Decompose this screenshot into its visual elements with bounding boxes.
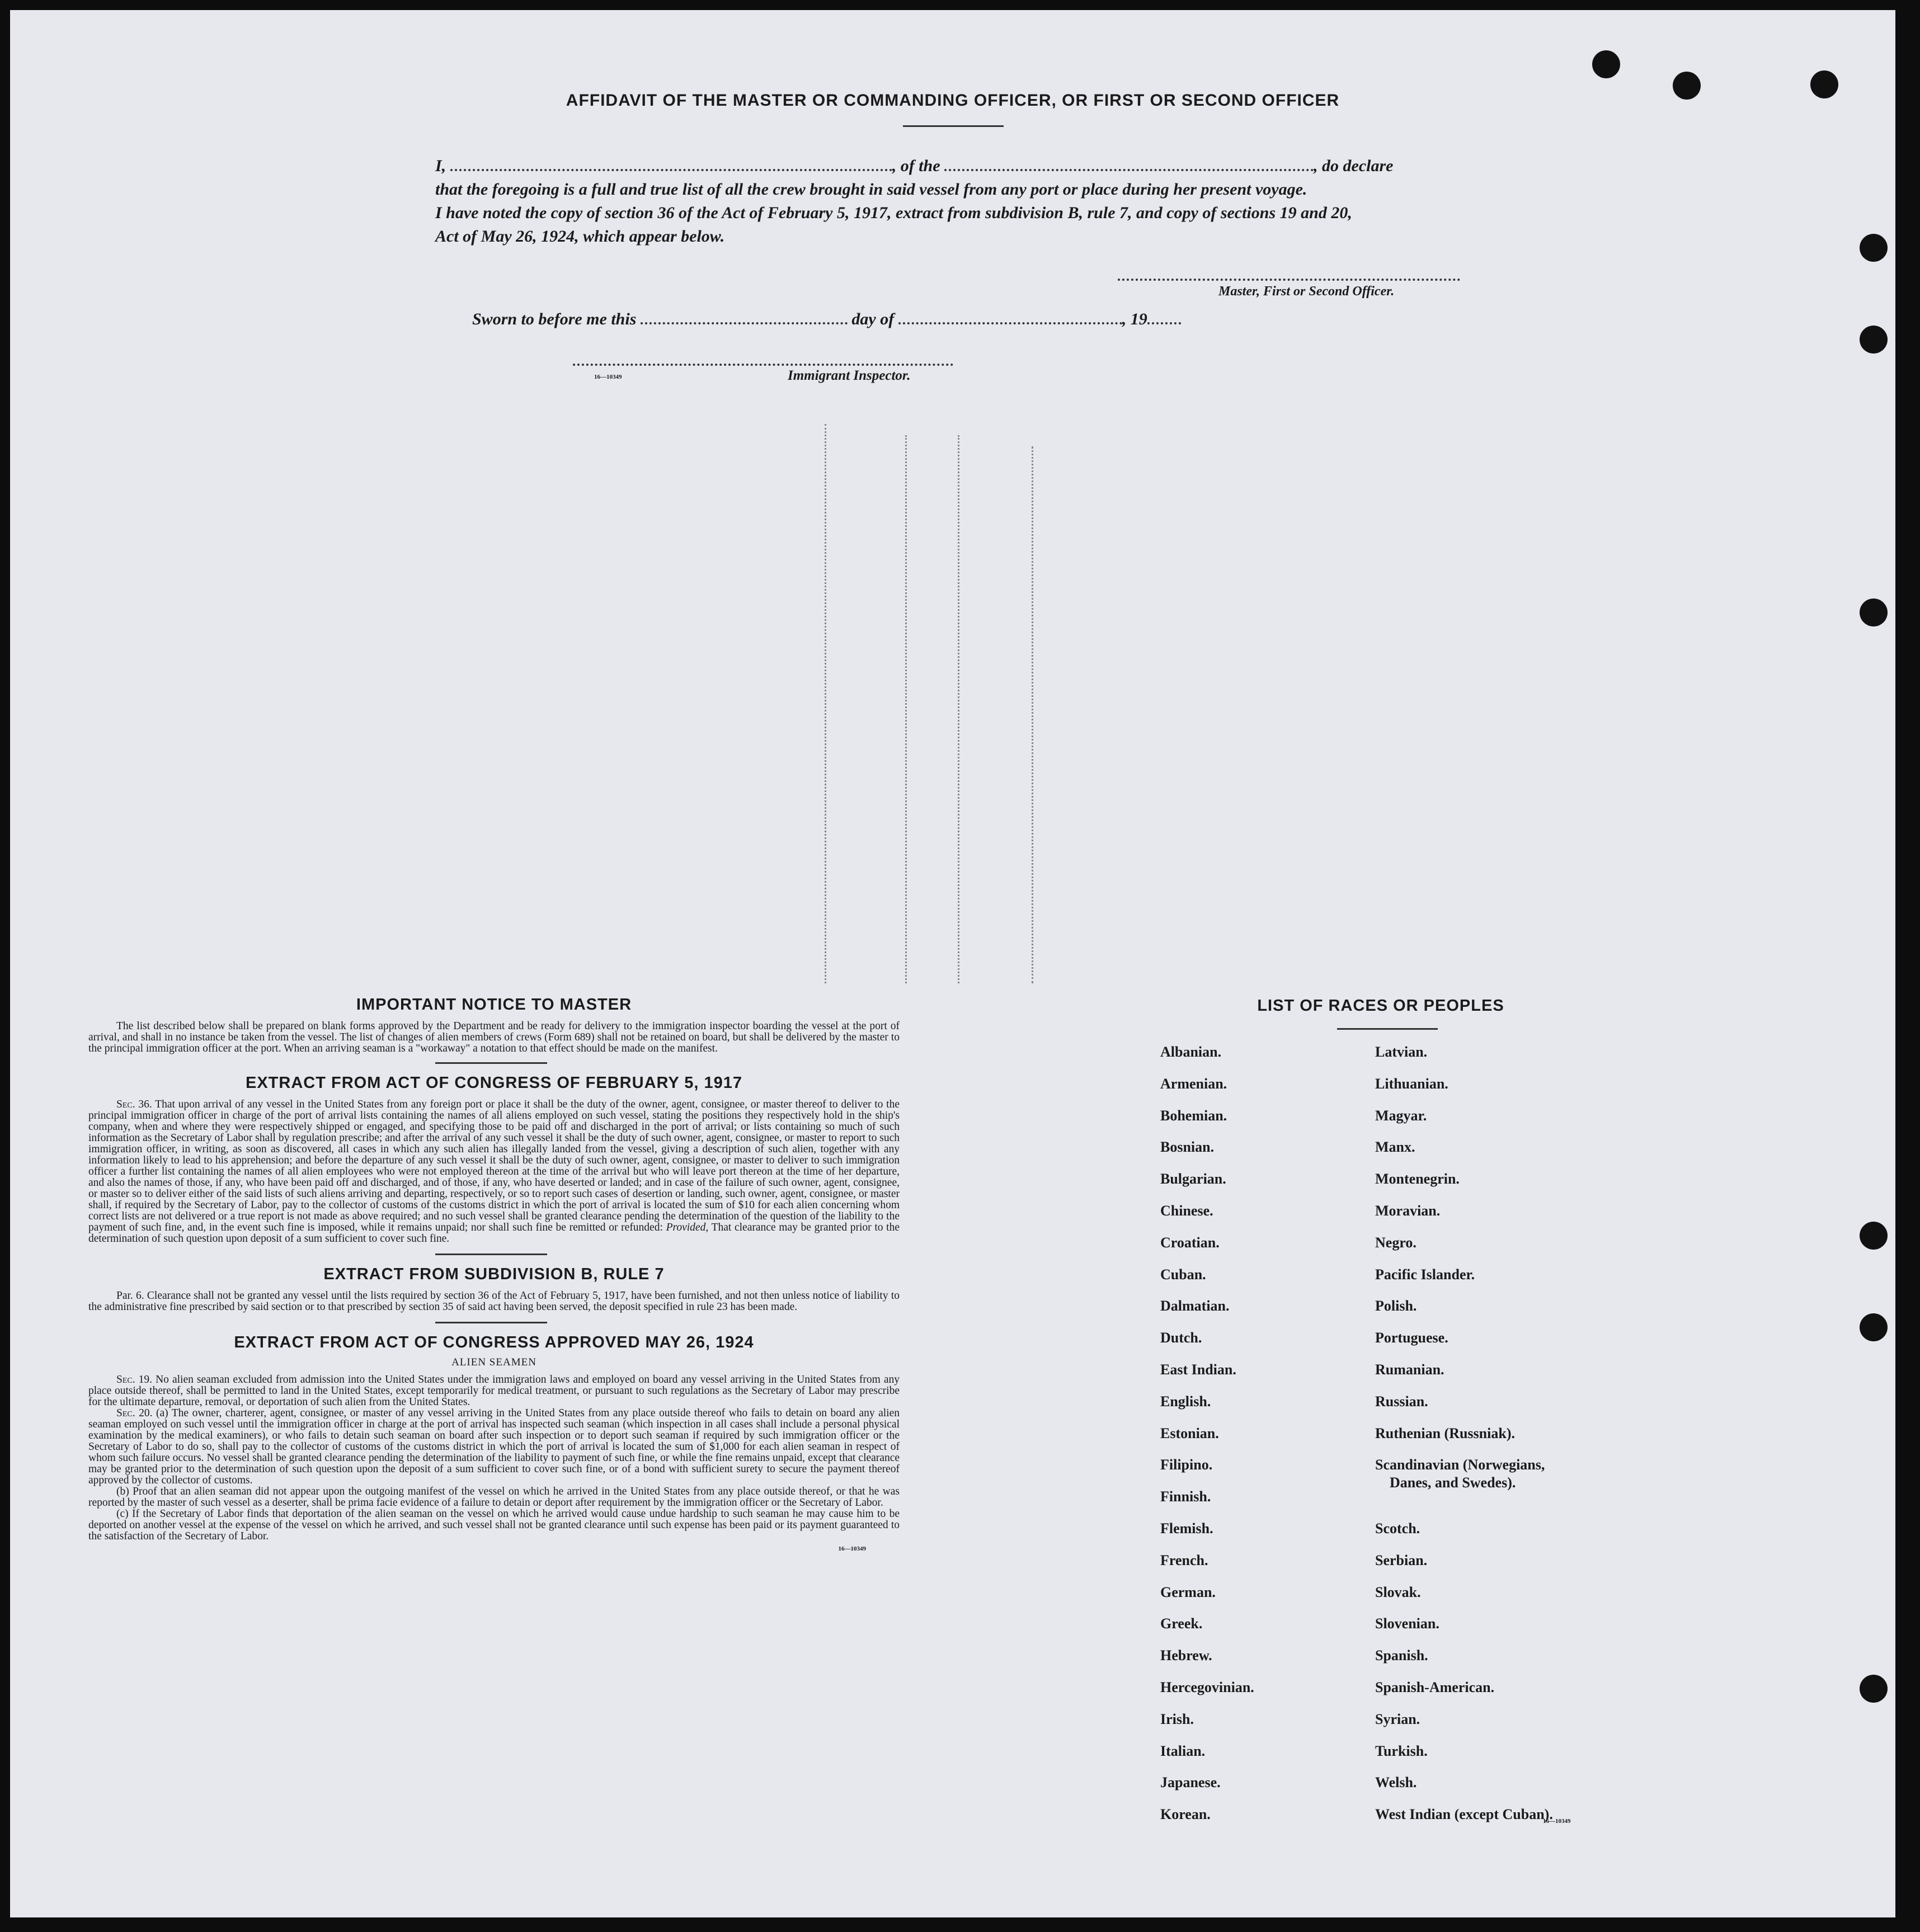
- race-item: English.: [1160, 1393, 1211, 1410]
- do-declare-label: , do declare: [1314, 157, 1394, 175]
- day-of-label: day of: [851, 310, 895, 328]
- affidavit-i-label: I,: [435, 157, 446, 175]
- races-form-code: 16—10349: [1543, 1818, 1571, 1825]
- race-item: Japanese.: [1160, 1774, 1221, 1791]
- punch-hole-mark: [1860, 1675, 1888, 1703]
- inspector-signature-line: [573, 364, 953, 366]
- race-item: Scotch.: [1375, 1520, 1420, 1537]
- extract-1924-title: EXTRACT FROM ACT OF CONGRESS APPROVED MAY 26, 1924: [234, 1333, 754, 1351]
- race-item: Irish.: [1160, 1710, 1194, 1727]
- race-item: Dutch.: [1160, 1330, 1202, 1346]
- year-label: , 19: [1122, 310, 1147, 328]
- race-item: Russian.: [1375, 1393, 1428, 1410]
- race-item: Pacific Islander.: [1375, 1266, 1475, 1283]
- race-item: Portuguese.: [1375, 1330, 1448, 1346]
- race-item: Flemish.: [1160, 1520, 1213, 1537]
- sworn-day-blank: [641, 322, 848, 324]
- race-item: Syrian.: [1375, 1710, 1420, 1727]
- affidavit-line-4: Act of May 26, 1924, which appear below.: [435, 227, 725, 246]
- race-item: Korean.: [1160, 1806, 1211, 1823]
- affidavit-line-1: [435, 157, 1393, 176]
- affidavit-title: AFFIDAVIT OF THE MASTER OR COMMANDING OFFICER, OR FIRST OR SECOND OFFICER: [566, 91, 1340, 110]
- race-item: Magyar.: [1375, 1107, 1427, 1124]
- race-item: Cuban.: [1160, 1266, 1206, 1283]
- race-item: Welsh.: [1375, 1774, 1417, 1791]
- race-item: Hebrew.: [1160, 1647, 1212, 1664]
- race-item: Hercegovinian.: [1160, 1679, 1254, 1695]
- race-item: Montenegrin.: [1375, 1171, 1460, 1188]
- inspector-signature-label: Immigrant Inspector.: [788, 368, 911, 383]
- vessel-blank: [944, 168, 1314, 171]
- form-code: 16—10349: [594, 374, 622, 380]
- race-item: Armenian.: [1160, 1075, 1227, 1092]
- race-item: Moravian.: [1375, 1203, 1441, 1219]
- document-page: [10, 10, 1895, 1917]
- race-item: Filipino.: [1160, 1457, 1213, 1473]
- year-blank: [1147, 322, 1181, 324]
- faint-column-rule: [905, 435, 907, 983]
- sworn-month-blank: [898, 322, 1122, 324]
- section-divider: [435, 1062, 547, 1064]
- races-title: LIST OF RACES OR PEOPLES: [1257, 997, 1504, 1015]
- sec-20a-text: [88, 1408, 900, 1486]
- sec-19-body: No alien seaman excluded from admission into the United States under the immigration laws and employed on board any vessel arriving in the United States from any place outside thereof, shall be permitted to land in the United States, except temporarily for medical treatment, or pursuant to such regulations as the Secretary of Labor may prescribe for the ultimate departure, removal, or deportation of such alien from the United States.: [88, 1374, 900, 1408]
- sec-36-end: That clearance may be granted prior to the determination of such question upon deposit of a sum sufficient to cover such fine.: [88, 1222, 900, 1245]
- punch-hole-mark: [1860, 1313, 1888, 1341]
- punch-hole-mark: [1860, 326, 1888, 354]
- master-signature-label: Master, First or Second Officer.: [1218, 284, 1395, 299]
- race-item: Bohemian.: [1160, 1107, 1227, 1124]
- notice-text: The list described below shall be prepared on blank forms approved by the Department and be ready for delivery to the immigration inspector boarding the vessel at the port of arrival, and shall in no instance be taken from the vessel. The list of changes of alien members of crews (Form 689) shall not be retained on board, but shall be delivered by the master to the principal immigration officer at the port. When an arriving seaman is a "workaway" a notation to that effect should be made on the manifest.: [88, 1020, 900, 1054]
- sworn-label: Sworn to before me this: [472, 310, 637, 328]
- notice-title: IMPORTANT NOTICE TO MASTER: [356, 996, 632, 1014]
- affidavit-line-3: I have noted the copy of section 36 of the Act of February 5, 1917, extract from subdivision B, rule 7, and copy of sections 19 and 20,: [435, 204, 1352, 222]
- races-divider: [1337, 1028, 1438, 1030]
- punch-hole-mark: [1860, 599, 1888, 626]
- sec-36-label: Sec. 36.: [116, 1099, 152, 1110]
- faint-column-rule: [1032, 446, 1033, 983]
- extract-1917-text: [88, 1099, 900, 1245]
- extract-rule7-text: Par. 6. Clearance shall not be granted any vessel until the lists required by section 36 of the Act of February 5, 1917, have been furnished, and not then unless notice of liability to the administrative fine prescribed by said section or to that prescribed by section 35 of said act having been served, the deposit specified in rule 23 has been made.: [88, 1290, 900, 1313]
- punch-hole-mark: [1592, 50, 1620, 78]
- race-item: Negro.: [1375, 1234, 1417, 1251]
- sec-20c-text: (c) If the Secretary of Labor finds that deportation of the alien seaman on the vessel on which he arrived would cause undue hardship to such seaman he may cause him to be deported on another vessel at the expense of the vessel on which he arrived, and such vessel shall not be granted clearance until such expense has been paid or its payment guaranteed to the satisfaction of the Secretary of Labor.: [88, 1508, 900, 1542]
- race-item: Danes, and Swedes).: [1390, 1474, 1516, 1491]
- race-item: Italian.: [1160, 1742, 1206, 1759]
- faint-column-rule: [958, 435, 959, 983]
- race-item: Manx.: [1375, 1139, 1415, 1156]
- notice-section: [88, 996, 900, 1552]
- sec-20a-body: (a) The owner, charterer, agent, consignee, or master of any vessel arriving in the United States from any place outside thereof who fails to detain on board any alien seaman employed on such vessel until the immigration officer in charge at the port of arrival has inspected such seaman (which inspection in all cases shall include a personal physical examination by the medical examiners), or who fails to detain such seaman on board after such inspection or to deport such seaman if required by such immigration officer or the Secretary of Labor to do so, shall pay to the collector of customs of the customs district in which the port of arrival is located the sum of $1,000 for each alien seaman in respect of whom such failure occurs. No vessel shall be granted clearance pending the determination of the liability to payment of such fine, or while the fine remains unpaid, except that clearance may be granted prior to the determination of such question upon the deposit of a sum sufficient to cover such fine, or of a bond with sufficient surety to secure the payment thereof approved by the collector of customs.: [88, 1407, 900, 1486]
- race-item: French.: [1160, 1552, 1208, 1568]
- punch-hole-mark: [1860, 234, 1888, 262]
- race-item: Spanish.: [1375, 1647, 1428, 1664]
- race-item: Turkish.: [1375, 1742, 1428, 1759]
- race-item: German.: [1160, 1584, 1216, 1600]
- affidavit-line-2: that the foregoing is a full and true list of all the crew brought in said vessel from any port or place during her present voyage.: [435, 180, 1307, 199]
- race-item: Spanish-American.: [1375, 1679, 1495, 1695]
- extract-1917-title: EXTRACT FROM ACT OF CONGRESS OF FEBRUARY 5, 1917: [245, 1074, 743, 1092]
- race-item: Dalmatian.: [1160, 1298, 1230, 1314]
- alien-seamen-subtitle: ALIEN SEAMEN: [451, 1356, 537, 1368]
- sec-19-label: Sec. 19.: [116, 1374, 153, 1386]
- extract-rule7-title: EXTRACT FROM SUBDIVISION B, RULE 7: [323, 1265, 665, 1283]
- race-item: Rumanian.: [1375, 1361, 1444, 1378]
- race-item: Serbian.: [1375, 1552, 1428, 1568]
- race-item: Slovenian.: [1375, 1615, 1439, 1632]
- race-item: Finnish.: [1160, 1488, 1211, 1505]
- title-divider: [903, 125, 1004, 127]
- sec-20b-text: (b) Proof that an alien seaman did not appear upon the outgoing manifest of the vessel on which he arrived in the United States from any place outside thereof, or that he was reported by the master of such vessel as a deserter, shall be prima facie evidence of a failure to detain or deport after requirement by the immigration officer or the Secretary of Labor.: [88, 1486, 900, 1509]
- punch-hole-mark: [1860, 1222, 1888, 1250]
- master-signature-line: [1118, 279, 1460, 281]
- race-item: Slovak.: [1375, 1584, 1421, 1600]
- sec-36-body: That upon arrival of any vessel in the United States from any foreign port or place it shall be the duty of the owner, agent, consignee, or master thereof to deliver to the principal immigration officer in charge of the port of arrival lists containing the names of all aliens employed on such vessel, stating the positions they respectively hold in the ship's company, when and where they were respectively shipped or engaged, and specifying those to be paid off and discharged in the port of arrival; or lists containing so much of such information as the Secretary of Labor shall by regulation prescribe; and after the arrival of any such vessel it shall be the duty of such owner, agent, consignee, or master to report to such immigration officer, in writing, as soon as discovered, all cases in which any such alien has illegally landed from the vessel, giving a description of such alien, together with any information likely to lead to his apprehension; and before the departure of any such vessel it shall be the duty of such owner, agent, consignee, or master to deliver to such immigration officer a further list containing the names of all alien employees who were not employed thereon at the time of the arrival but who will leave port thereon at the time of her departure, and also the names of those, if any, who have been paid off and discharged, and of those, if any, who have deserted or landed; and in case of the failure of such owner, agent, consignee, or master so to deliver either of the said lists of such aliens arriving and departing, respectively, or so to report such cases of desertion or landing, such owner, agent, consignee, or master shall, if required by the Secretary of Labor, pay to the collector of customs of the customs district in which the port of arrival is located the sum of $10 for each alien concerning whom correct lists are not delivered or a true report is not made as above required; and no such vessel shall be granted clearance pending the determination of the question of the liability to the payment of such fine, and, in the event such fine is imposed, while it remains unpaid; nor shall such fine be remitted or refunded:: [88, 1099, 900, 1233]
- faint-column-rule: [825, 424, 826, 983]
- race-item: Polish.: [1375, 1298, 1417, 1314]
- name-blank: [450, 168, 892, 171]
- section-divider: [435, 1254, 547, 1255]
- sworn-line: [472, 310, 1181, 329]
- race-item: Bulgarian.: [1160, 1171, 1226, 1188]
- sec-19-text: [88, 1374, 900, 1408]
- race-item: Estonian.: [1160, 1425, 1219, 1441]
- section-divider: [435, 1322, 547, 1323]
- race-item: Croatian.: [1160, 1234, 1220, 1251]
- sec-20-label: Sec. 20.: [116, 1407, 153, 1419]
- race-item: Lithuanian.: [1375, 1075, 1448, 1092]
- race-item: West Indian (except Cuban).: [1375, 1806, 1553, 1823]
- provided-word: Provided,: [666, 1222, 709, 1233]
- race-item: Latvian.: [1375, 1044, 1428, 1060]
- race-item: Ruthenian (Russniak).: [1375, 1425, 1515, 1441]
- race-item: East Indian.: [1160, 1361, 1236, 1378]
- race-item: Albanian.: [1160, 1044, 1222, 1060]
- extract-form-code: 16—10349: [838, 1545, 866, 1552]
- race-item: Bosnian.: [1160, 1139, 1215, 1156]
- race-item: Greek.: [1160, 1615, 1203, 1632]
- race-item: Scandinavian (Norwegians,: [1375, 1457, 1545, 1473]
- of-the-label: , of the: [892, 157, 940, 175]
- race-item: Chinese.: [1160, 1203, 1213, 1219]
